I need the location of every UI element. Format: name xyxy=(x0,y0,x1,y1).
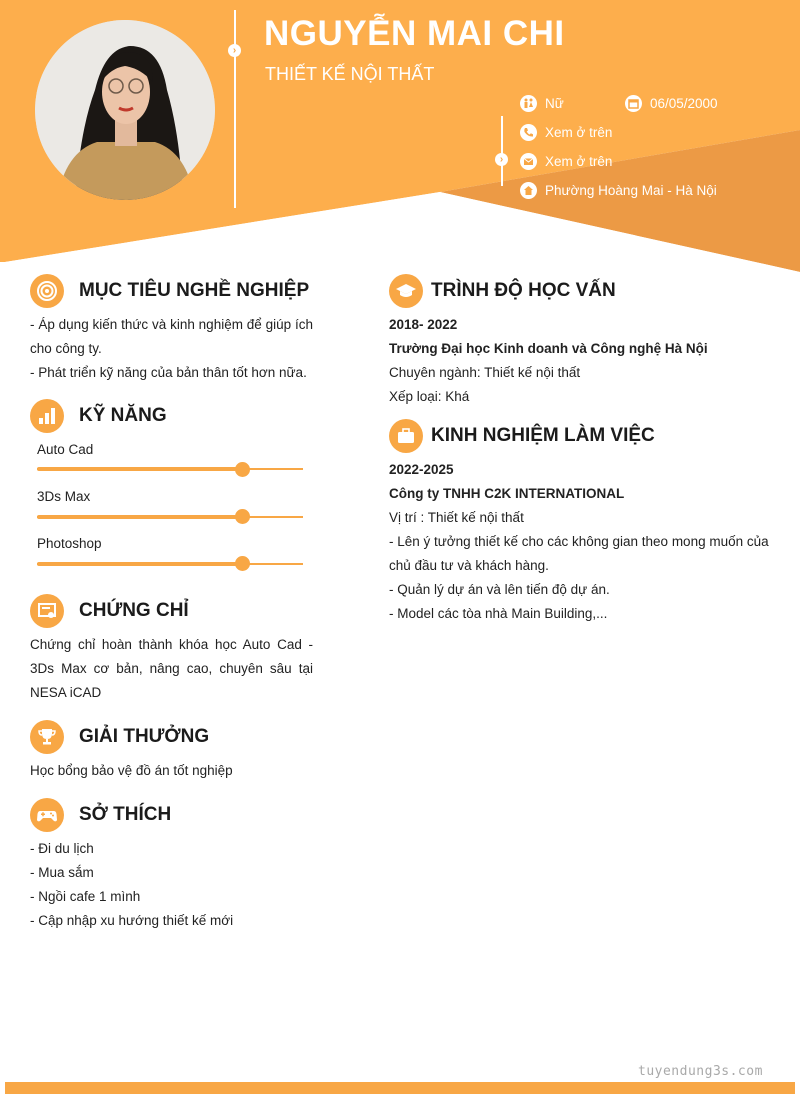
certificates-heading xyxy=(30,594,189,628)
calendar-icon xyxy=(625,95,642,112)
experience-details xyxy=(389,458,774,626)
experience-title: KINH NGHIỆM LÀM VIỆC xyxy=(431,425,655,446)
briefcase-icon xyxy=(389,419,423,453)
phone-icon xyxy=(520,124,537,141)
education-title: TRÌNH ĐỘ HỌC VẤN xyxy=(431,280,616,301)
gender-row xyxy=(520,95,564,112)
objective-title: MỤC TIÊU NGHỀ NGHIỆP xyxy=(79,280,310,301)
experience-task: - Lên ý tưởng thiết kế cho các không gian theo mong muốn của chủ đầu tư và khách hàng. xyxy=(389,534,769,573)
skill-level-handle xyxy=(235,556,250,571)
experience-position: Vị trí : Thiết kế nội thất xyxy=(389,510,524,525)
skills-title: KỸ NĂNG xyxy=(79,405,167,426)
chart-bars-icon xyxy=(30,399,64,433)
contact-timeline-line xyxy=(501,116,503,186)
birthday-row xyxy=(625,95,718,112)
experience-heading xyxy=(389,419,655,453)
education-school: Trường Đại học Kinh doanh và Công nghệ Hà Nội xyxy=(389,341,708,356)
gender-value: Nữ xyxy=(545,96,564,111)
timeline-dot-icon: › xyxy=(228,44,241,57)
watermark: tuyendung3s.com xyxy=(638,1064,763,1079)
experience-period: 2022-2025 xyxy=(389,462,454,477)
education-grade: Xếp loại: Khá xyxy=(389,389,470,404)
skill-name: Photoshop xyxy=(37,536,102,551)
awards-title: GIẢI THƯỞNG xyxy=(79,726,210,747)
home-icon xyxy=(520,182,537,199)
hobby-item: - Ngồi cafe 1 mình xyxy=(30,889,141,904)
objective-line: - Phát triển kỹ năng của bản thân tốt hơn nữa. xyxy=(30,365,307,380)
gender-icon xyxy=(520,95,537,112)
hobby-item: - Mua sắm xyxy=(30,865,94,880)
phone-value: Xem ở trên xyxy=(545,125,613,140)
certificates-text: Chứng chỉ hoàn thành khóa học Auto Cad - 3Ds Max cơ bản, nâng cao, chuyên sâu tại NESA iCAD xyxy=(30,637,313,700)
trophy-icon xyxy=(30,720,64,754)
email-row xyxy=(520,153,612,170)
education-period: 2018- 2022 xyxy=(389,317,458,332)
objective-line: - Áp dụng kiến thức và kinh nghiệm để giúp ích cho công ty. xyxy=(30,317,313,356)
skill-level-handle xyxy=(235,509,250,524)
hobbies-list xyxy=(30,837,313,933)
experience-company: Công ty TNHH C2K INTERNATIONAL xyxy=(389,486,625,501)
hobby-item: - Đi du lịch xyxy=(30,841,94,856)
birthday-value: 06/05/2000 xyxy=(650,96,718,111)
experience-task: - Model các tòa nhà Main Building,... xyxy=(389,606,608,621)
job-title: THIẾT KẾ NỘI THẤT xyxy=(265,64,435,84)
skill-level-bar xyxy=(37,515,242,519)
experience-task: - Quản lý dự án và lên tiến độ dự án. xyxy=(389,582,610,597)
address-row xyxy=(520,182,717,199)
email-icon xyxy=(520,153,537,170)
hobbies-title: SỞ THÍCH xyxy=(79,804,172,825)
skill-level-bar xyxy=(37,562,242,566)
certificate-icon xyxy=(30,594,64,628)
education-major: Chuyên ngành: Thiết kế nội thất xyxy=(389,365,581,380)
certificates-title: CHỨNG CHỈ xyxy=(79,600,189,621)
address-value: Phường Hoàng Mai - Hà Nội xyxy=(545,183,717,198)
education-details xyxy=(389,313,779,409)
objective-heading xyxy=(30,274,309,308)
hobby-item: - Cập nhập xu hướng thiết kế mới xyxy=(30,913,234,928)
gamepad-icon xyxy=(30,798,64,832)
awards-text: Học bổng bảo vệ đồ án tốt nghiệp xyxy=(30,763,233,778)
avatar xyxy=(35,20,215,200)
skills-heading xyxy=(30,399,167,433)
phone-row xyxy=(520,124,612,141)
skill-name: 3Ds Max xyxy=(37,489,91,504)
footer-bar xyxy=(5,1082,795,1094)
objective-text xyxy=(30,313,313,385)
skill-name: Auto Cad xyxy=(37,442,94,457)
full-name: NGUYỄN MAI CHI xyxy=(264,14,565,53)
timeline-line xyxy=(234,10,236,208)
email-value: Xem ở trên xyxy=(545,154,613,169)
awards-heading xyxy=(30,720,209,754)
target-icon xyxy=(30,274,64,308)
graduation-cap-icon xyxy=(389,274,423,308)
skill-level-bar xyxy=(37,467,242,471)
contact-timeline-dot-icon: › xyxy=(495,153,508,166)
education-heading xyxy=(389,274,616,308)
hobbies-heading xyxy=(30,798,171,832)
skill-level-handle xyxy=(235,462,250,477)
